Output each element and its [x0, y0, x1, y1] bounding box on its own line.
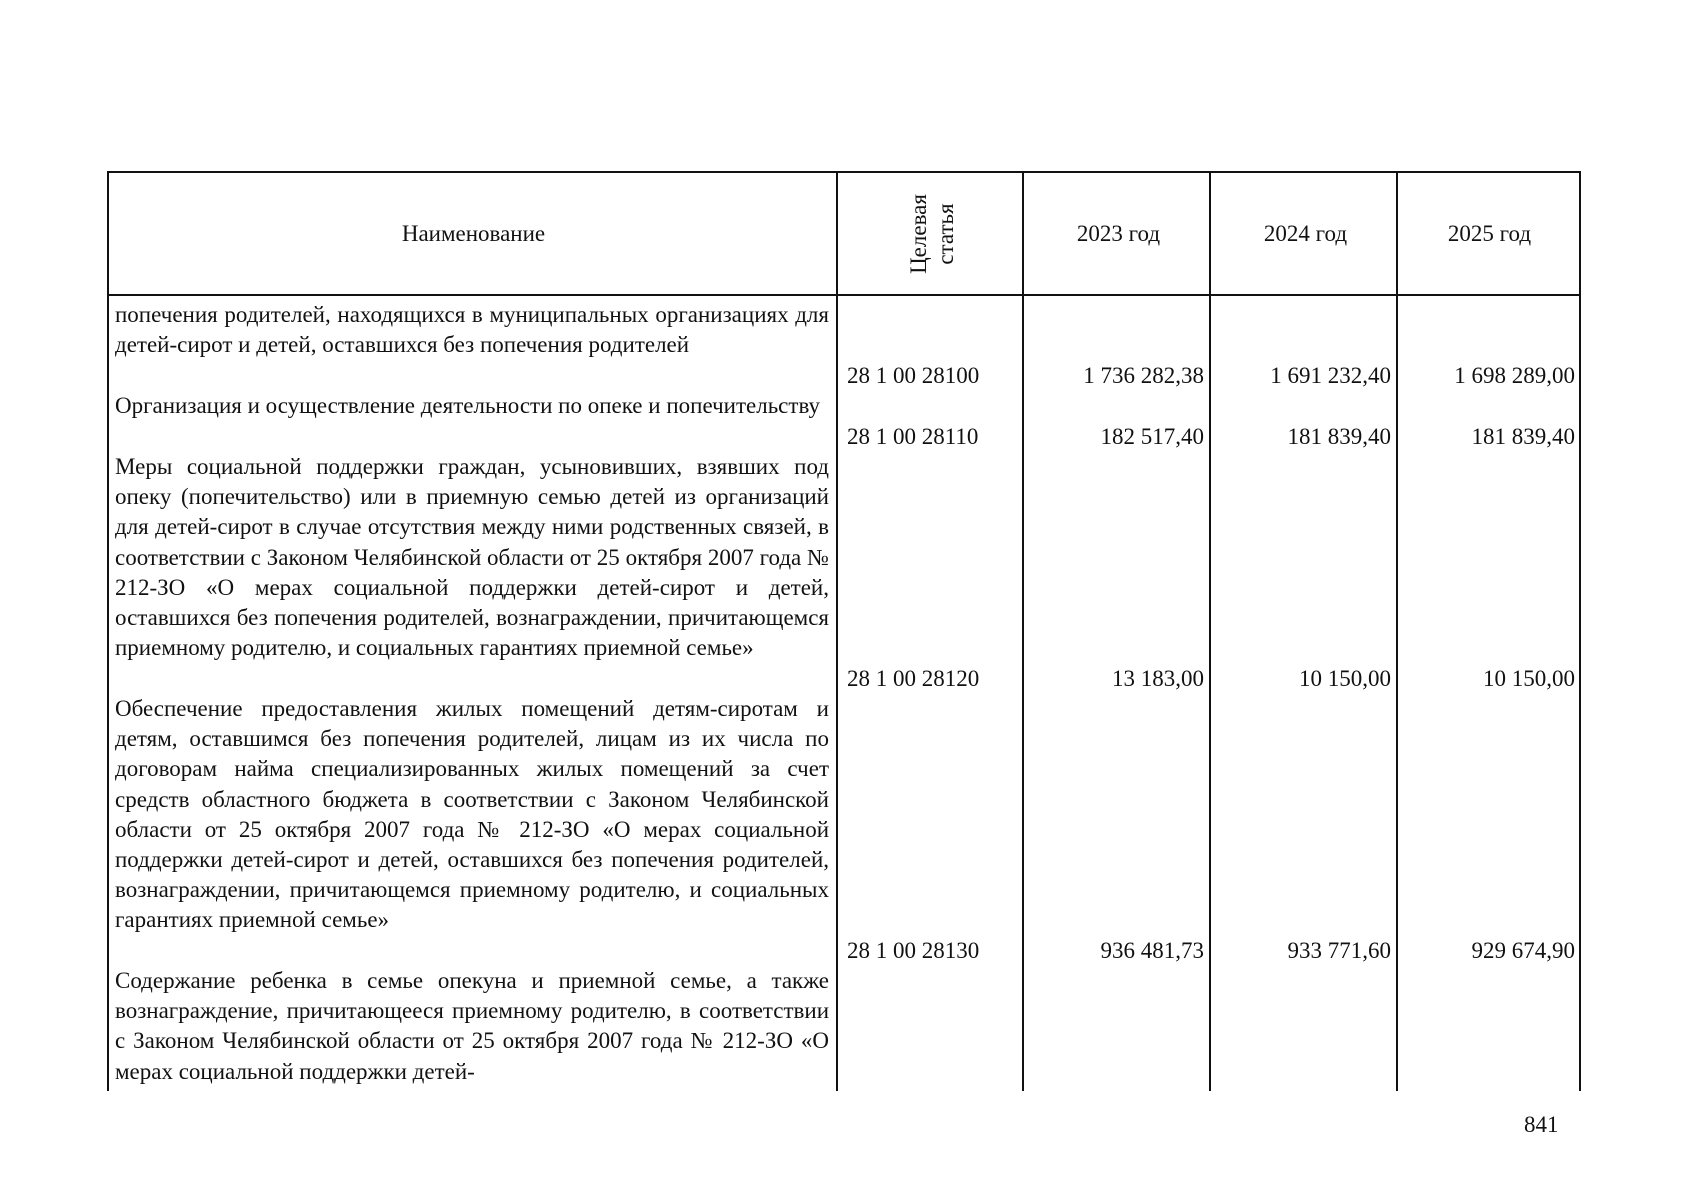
- row-value-2025: 929 674,90: [1471, 937, 1575, 963]
- row-value-2023: 1 736 282,38: [1083, 362, 1204, 388]
- table-row: [107, 391, 1581, 452]
- header-code-line2: статья: [932, 202, 958, 265]
- header-code: [905, 194, 959, 274]
- header-name: Наименование: [401, 220, 546, 246]
- row-name: Обеспечение предоставления жилых помещений детям-сиротам и детям, оставшимся без попечения родителей, лицам из их числа по договорам найма специализированных жилых помещений за счет средств областного бюджета в соответствии с Законом Челябинской области от 25 октября 2007 года № 212-ЗО «О мерах социальной поддержки детей-сирот и детей, оставшихся без попечения родителей, вознаграждении, причитающемся приемному родителю, и социальных гарантиях приемной семье»: [115, 696, 829, 933]
- header-code-line1: Целевая: [905, 193, 931, 274]
- row-code: 28 1 00 28130: [847, 937, 980, 963]
- table-row: [107, 300, 1581, 391]
- row-name: Организация и осуществление деятельности по опеке и попечительству: [115, 393, 821, 418]
- header-2024-cell: [1213, 173, 1398, 294]
- row-value-2025: 181 839,40: [1471, 423, 1575, 449]
- header-2025: 2025 год: [1447, 220, 1532, 246]
- budget-table: [107, 171, 1581, 1091]
- row-code: 28 1 00 28110: [847, 423, 979, 449]
- row-code: 28 1 00 28120: [847, 665, 980, 691]
- row-code: 28 1 00 28100: [847, 362, 980, 388]
- row-value-2025: 1 698 289,00: [1454, 362, 1575, 388]
- row-value-2024: 181 839,40: [1287, 423, 1391, 449]
- table-row: [107, 452, 1581, 694]
- header-2023-cell: [1026, 173, 1211, 294]
- row-name: Содержание ребенка в семье опекуна и приемной семье, а также вознаграждение, причитающееся приемному родителю, в соответствии с Законом Челябинской области от 25 октября 2007 года № 212-ЗО «О мерах социальной поддержки детей-: [115, 968, 829, 1084]
- table-row: [107, 966, 1581, 1088]
- row-value-2023: 936 481,73: [1100, 937, 1204, 963]
- row-value-2023: 13 183,00: [1112, 665, 1204, 691]
- row-name: попечения родителей, находящихся в муниципальных организациях для детей-сирот и детей, оставшихся без попечения родителей: [115, 302, 829, 358]
- header-name-cell: [109, 173, 838, 294]
- table-header: [107, 171, 1581, 296]
- row-value-2024: 1 691 232,40: [1270, 362, 1391, 388]
- row-value-2023: 182 517,40: [1100, 423, 1204, 449]
- header-2025-cell: [1400, 173, 1579, 294]
- header-2023: 2023 год: [1076, 220, 1161, 246]
- page-number: 841: [1524, 1112, 1559, 1137]
- row-value-2025: 10 150,00: [1483, 665, 1575, 691]
- header-2024: 2024 год: [1263, 220, 1348, 246]
- header-code-cell: [840, 173, 1024, 294]
- row-name: Меры социальной поддержки граждан, усыновивших, взявших под опеку (попечительство) или в приемную семью детей из организаций для детей-сирот в случае отсутствия между ними родственных связей, в соответствии с Законом Челябинской области от 25 октября 2007 года № 212-ЗО «О мерах социальной поддержки детей-сирот и детей, оставшихся без попечения родителей, вознаграждении, причитающемся приемному родителю, и социальных гарантиях приемной семье»: [115, 454, 829, 661]
- table-row: [107, 694, 1581, 966]
- row-value-2024: 10 150,00: [1299, 665, 1391, 691]
- row-value-2024: 933 771,60: [1287, 937, 1391, 963]
